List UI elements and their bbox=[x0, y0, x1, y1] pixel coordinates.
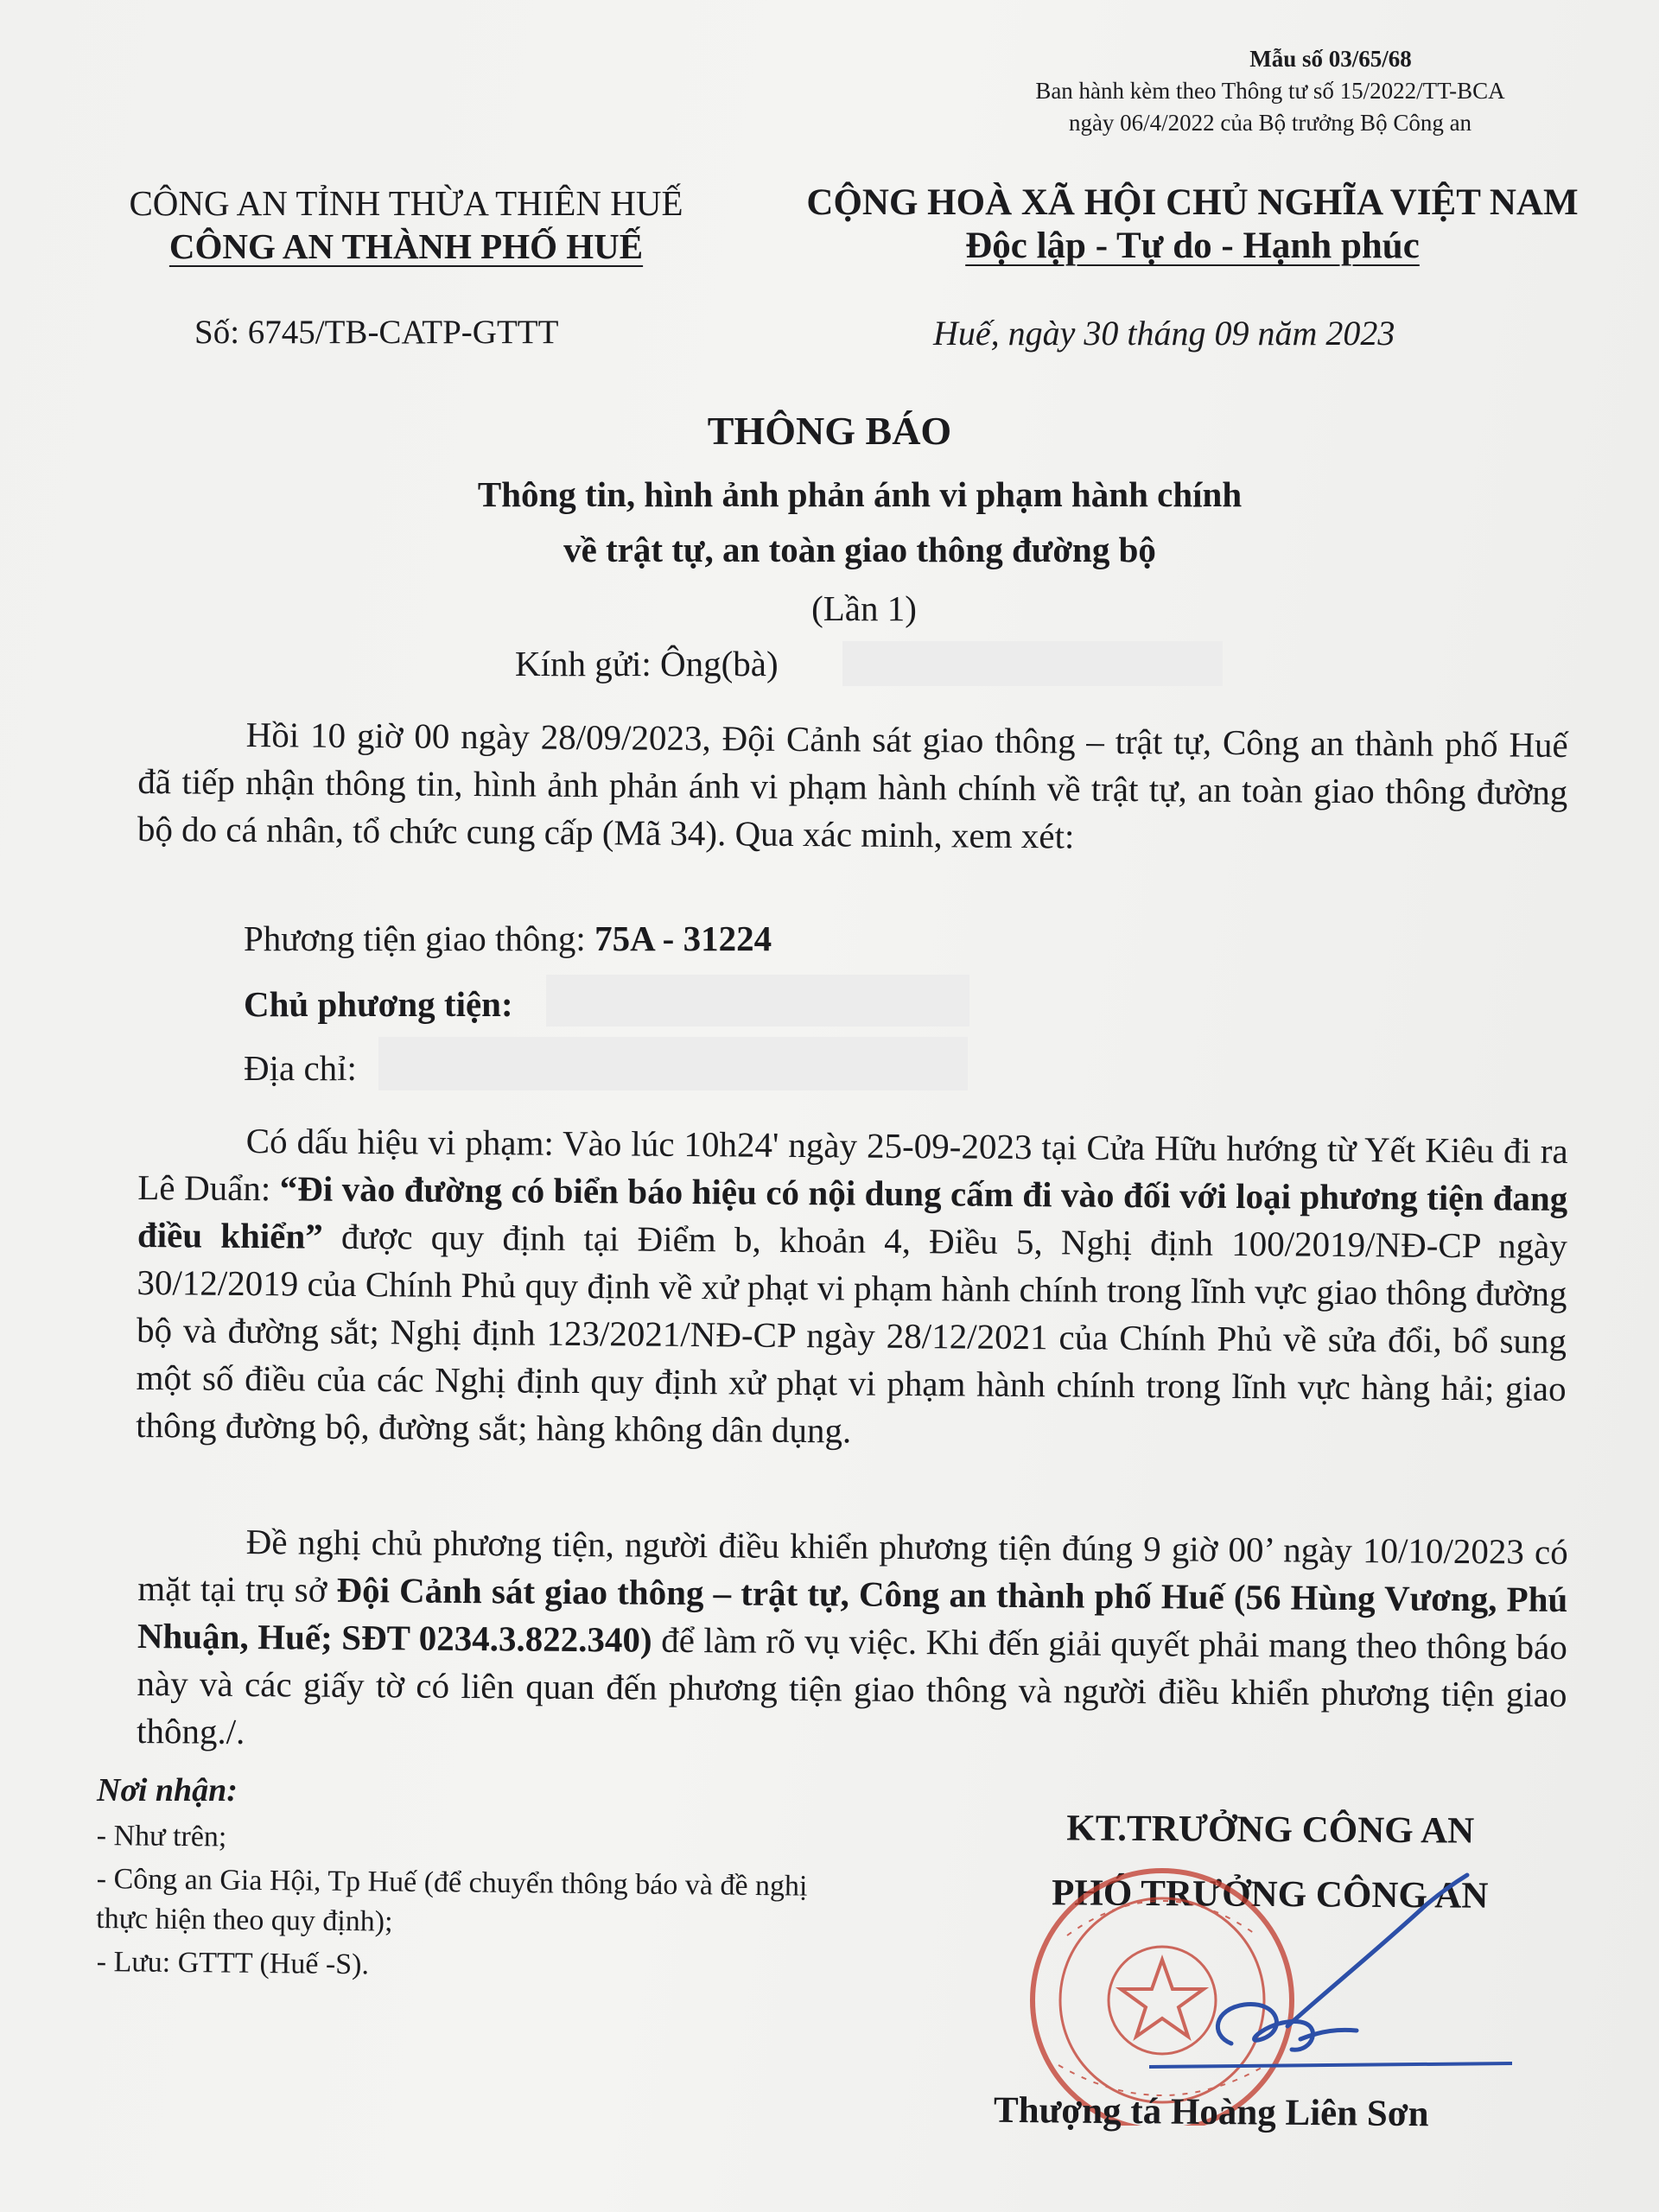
document-number: Số: 6745/TB-CATP-GTTT bbox=[194, 314, 559, 351]
handwritten-signature bbox=[1149, 1858, 1512, 2082]
owner-line bbox=[244, 983, 513, 1025]
agency-name: CÔNG AN THÀNH PHỐ HUẾ bbox=[168, 226, 644, 266]
subtitle-line-2: về trật tự, an toàn giao thông đường bộ bbox=[563, 530, 1156, 569]
subtitle-line-1: Thông tin, hình ảnh phản ánh vi phạm hành chính bbox=[477, 474, 1243, 514]
nation-header bbox=[760, 181, 1624, 268]
form-issued-date: ngày 06/4/2022 của Bộ trưởng Bộ Công an bbox=[1068, 110, 1472, 136]
redacted-recipient-name bbox=[842, 641, 1223, 686]
signer-name: Thượng tá Hoàng Liên Sơn bbox=[993, 2089, 1429, 2135]
recipient-item: - Như trên; bbox=[96, 1819, 227, 1853]
motto: Độc lập - Tự do - Hạnh phúc bbox=[965, 226, 1420, 266]
violation-paragraph bbox=[136, 1116, 1568, 1460]
attempt-number: (Lần 1) bbox=[811, 588, 917, 628]
violation-legal-basis: được quy định tại Điểm b, khoản 4, Điều 5, Nghị định 100/2019/NĐ-CP ngày 30/12/2019 của Chính Phủ quy định về xử phạt vi phạm hành chính trong lĩnh vực giao thông đường bộ và đường sắt; Nghị định 123/2021/NĐ-CP ngày 28/12/2021 của Chính Phủ về sửa đổi, bổ sung một số điều của các Nghị định quy định xử phạt vi phạm hành chính trong lĩnh vực hàng hải; giao thông đường bộ, đường sắt; hàng không dân dụng. bbox=[136, 1216, 1568, 1451]
violation-description: “Đi vào đường có biển báo hiệu có nội dung cấm đi vào đối với loại phương tiện đang điều khiển” bbox=[137, 1168, 1568, 1256]
signature-title-line-2: PHÓ TRƯỞNG CÔNG AN bbox=[1051, 1872, 1489, 1916]
request-location: Đội Cảnh sát giao thông – trật tự, Công an thành phố Huế (56 Hùng Vương, Phú Nhuận, Huế; SĐT 0234.3.822.340) bbox=[137, 1569, 1568, 1660]
vehicle-label: Phương tiện giao thông: bbox=[244, 918, 595, 958]
form-issued-with: Ban hành kèm theo Thông tư số 15/2022/TT-BCA bbox=[1035, 78, 1505, 104]
recipient-item: - Công an Gia Hội, Tp Huế (để chuyển thông báo và đề nghị thực hiện theo quy định); bbox=[96, 1862, 808, 1938]
nation-name: CỘNG HOÀ XÃ HỘI CHỦ NGHĨA VIỆT NAM bbox=[806, 182, 1579, 223]
form-reference bbox=[985, 43, 1555, 139]
address-label: Địa chỉ: bbox=[244, 1048, 357, 1088]
place-date: Huế, ngày 30 tháng 09 năm 2023 bbox=[933, 314, 1395, 353]
document-title: THÔNG BÁO bbox=[707, 409, 952, 453]
signature-title-line-1: KT.TRƯỞNG CÔNG AN bbox=[1066, 1808, 1475, 1852]
vehicle-line bbox=[244, 918, 772, 959]
violation-prefix: Có dấu hiệu vi phạm: Vào lúc 10h24' ngày 25-09-2023 tại Cửa Hữu hướng từ Yết Kiêu đi ra Lê Duẩn: bbox=[137, 1120, 1568, 1209]
recipient-label: Kính gửi: Ông(bà) bbox=[515, 644, 779, 683]
recipient-item: - Lưu: GTTT (Huế -S). bbox=[96, 1945, 370, 1981]
intro-text: Hồi 10 giờ 00 ngày 28/09/2023, Đội Cảnh sát giao thông – trật tự, Công an thành phố Huế đã tiếp nhận thông tin, hình ảnh phản ánh vi phạm hành chính về trật tự, an toàn giao thông đường bộ do cá nhân, tổ chức cung cấp (Mã 34). Qua xác minh, xem xét: bbox=[137, 714, 1568, 856]
request-prefix: Đề nghị chủ phương tiện, người điều khiển phương tiện đúng 9 giờ 00’ ngày 10/10/2023 có mặt tại trụ sở bbox=[137, 1521, 1568, 1610]
agency-parent: CÔNG AN TỈNH THỪA THIÊN HUẾ bbox=[129, 183, 683, 223]
recipients-label: Nơi nhận: bbox=[97, 1772, 238, 1808]
owner-label: Chủ phương tiện: bbox=[244, 984, 513, 1024]
form-code: Mẫu số 03/65/68 bbox=[1249, 46, 1412, 72]
intro-paragraph bbox=[137, 710, 1568, 864]
address-line bbox=[244, 1047, 357, 1089]
vehicle-plate: 75A - 31224 bbox=[594, 918, 772, 958]
redacted-address bbox=[378, 1037, 968, 1090]
document-subtitle bbox=[0, 467, 1659, 577]
request-paragraph bbox=[137, 1517, 1568, 1766]
redacted-owner bbox=[546, 975, 969, 1027]
request-instructions: để làm rõ vụ việc. Khi đến giải quyết phải mang theo thông báo này và các giấy tờ có liên quan đến phương tiện giao thông và người điều khiển phương tiện giao thông./. bbox=[136, 1619, 1568, 1751]
agency-header bbox=[86, 181, 726, 268]
